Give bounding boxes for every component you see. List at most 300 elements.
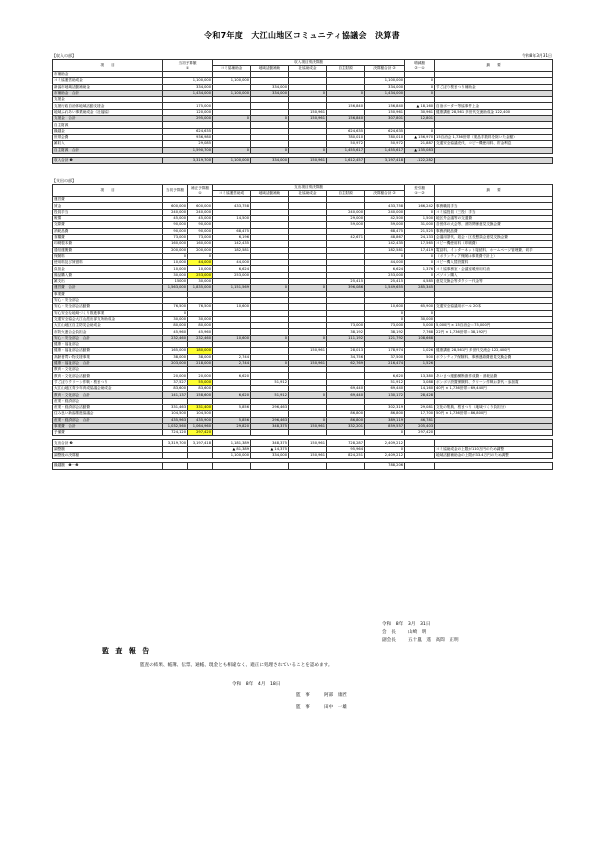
expense-cell-budget: 141,137 <box>163 392 188 398</box>
expense-cell-b4: 240,000 <box>327 209 365 215</box>
expense-cell-budget: 83,600 <box>163 386 188 392</box>
expense-row-label: 調整後の決算額 <box>53 453 163 459</box>
expense-cell-diff: 205,403 <box>405 423 435 429</box>
expense-cell-revised: 232,460 <box>188 335 213 341</box>
expense-cell-budget: 600,000 <box>163 203 188 209</box>
income-cell-budget: 3,319,700 <box>163 157 213 163</box>
expense-cell-b1: 182,581 <box>213 247 251 253</box>
expense-cell-diff <box>405 463 435 469</box>
expense-row-label: 産業・経済部会 合計 <box>53 417 163 423</box>
expense-cell-diff: 13,380 <box>405 373 435 379</box>
income-row-label: コミ協運営助成金 <box>53 78 163 84</box>
expense-cell-diff: 1,376 <box>405 266 435 272</box>
expense-cell-budget: 724,120 <box>163 430 188 436</box>
expense-cell-diff: 24,133 <box>405 234 435 240</box>
expense-cell-revised: 45,960 <box>188 329 213 335</box>
expense-row-label: 市防火連合会負担金 <box>53 329 163 335</box>
expense-cell-revised: 44,000 <box>188 260 213 266</box>
expense-row-label: 産業・経済部会活動費 <box>53 404 163 410</box>
income-cell-b3: 0 <box>289 90 327 96</box>
expense-header-b1: コミ協運営助成 <box>213 191 251 197</box>
income-cell-remarks: 交通安全協議売代、コピー機使用料、貯金利息 <box>435 141 553 147</box>
income-cell-diff: 30,961 <box>405 109 435 115</box>
expense-row-label: 通信運搬費 <box>53 247 163 253</box>
expense-cell-total: 6,624 <box>365 266 405 272</box>
expense-cell-budget: 37,527 <box>163 379 188 385</box>
income-row-label: 収入合計 ❶ <box>53 157 163 163</box>
expense-cell-remarks: 地域活動補助金の上限が33.4万円のため調整 <box>435 453 553 459</box>
expense-cell-revised: 20,000 <box>188 373 213 379</box>
expense-cell-b1: 1,151,569 <box>213 285 251 291</box>
expense-cell-revised: 3,197,418 <box>188 440 213 446</box>
expense-cell-revised <box>188 463 213 469</box>
expense-cell-total: 48,867 <box>365 234 405 240</box>
income-cell-total: 307,801 <box>365 116 405 122</box>
expense-cell-remarks: 文化の集典、桜まつり（地域づくり負担分） <box>435 404 553 410</box>
income-cell-b4: 50,972 <box>327 141 365 147</box>
income-cell-remarks <box>435 157 553 163</box>
expense-cell-total: 0 <box>365 316 405 322</box>
expense-cell-revised: 158,600 <box>188 392 213 398</box>
income-cell-budget: 1,434,000 <box>163 90 213 96</box>
expense-cell-remarks: コピー機使用料（印刷費） <box>435 241 553 247</box>
income-header-b1: コミ協補助金 <box>213 66 251 72</box>
expense-cell-remarks: あいさつ運動横断旗作成費・消耗品費 <box>435 373 553 379</box>
expense-cell-diff: 4,585 <box>405 279 435 285</box>
document-title: 令和7年度 大江山地区コミュニティ協議会 決算書 <box>204 31 400 40</box>
expense-cell-b3: 0 <box>289 335 327 341</box>
expense-cell-total: 240,000 <box>365 209 405 215</box>
expense-cell-b2: 296,463 <box>251 404 289 410</box>
expense-cell-remarks: 電話料、インターネット接続料、ホームページ管理費、切手 <box>435 247 553 253</box>
expense-cell-budget: 160,000 <box>163 241 188 247</box>
income-cell-total: 3,197,418 <box>365 157 405 163</box>
expense-cell-budget: 203,000 <box>163 360 188 366</box>
expense-cell-diff: 17,565 <box>405 241 435 247</box>
expense-cell-remarks: 事務消耗品費 <box>435 228 553 234</box>
income-row-label: 自主財源 <box>53 122 163 128</box>
expense-cell-diff: 1,026 <box>405 348 435 354</box>
expense-row-label: 備品購入費 <box>53 272 163 278</box>
expense-cell-budget: 200,000 <box>163 247 188 253</box>
expense-cell-diff: 166,242 <box>405 203 435 209</box>
expense-cell-total: 0 <box>365 430 405 436</box>
expense-cell-b2: 0 <box>251 335 289 341</box>
expense-cell-revised: 90,000 <box>188 222 213 228</box>
expense-cell-b1: 142,435 <box>213 241 251 247</box>
expense-cell-b1: 29,820 <box>213 423 251 429</box>
expense-cell-budget: 90,000 <box>163 228 188 234</box>
expense-cell-b3: 150,961 <box>289 360 327 366</box>
expense-cell-b1: 10,600 <box>213 304 251 310</box>
expense-cell-revised: 240,000 <box>188 209 213 215</box>
expense-cell-remarks: 40円 × 1,736世帯＝69,440円 <box>435 386 553 392</box>
expense-cell-total: 302,319 <box>365 404 405 410</box>
expense-row-label: 健康・福祉部会活動費 <box>53 348 163 354</box>
expense-cell-revised: 218,000 <box>188 360 213 366</box>
expense-cell-total: 37,500 <box>365 354 405 360</box>
expense-row-label: 食糧費 <box>53 234 163 240</box>
expense-cell-b4: 86,800 <box>327 411 365 417</box>
income-cell-budget: 295,000 <box>163 116 213 122</box>
audit-statement: 監査の結果、帳簿、伝票、通帳、現金とも相違なく、適正に処理されていることを認めます。 <box>140 663 333 668</box>
expense-row-label: 賃金 <box>53 203 163 209</box>
income-header-budget: 当初予算額 ① <box>163 60 213 72</box>
expense-cell-b1 <box>213 463 251 469</box>
income-cell-diff: 0 <box>405 90 435 96</box>
expense-header-b3: 社協助成金 <box>289 191 327 197</box>
income-row-label: 世帯会費 <box>53 134 163 140</box>
expense-cell-b3: 150,961 <box>289 423 327 429</box>
audit-date: 令和 8年 4月 18日 <box>232 682 281 687</box>
expense-cell-budget: 232,460 <box>163 335 188 341</box>
income-header-item: 項 目 <box>53 60 163 72</box>
expense-cell-total: 788,206 <box>365 463 405 469</box>
income-cell-b3: 150,961 <box>289 157 327 163</box>
expense-header-remarks: 摘 要 <box>435 185 553 197</box>
expense-row-label: 支出合計 ❷ <box>53 440 163 446</box>
expense-cell-budget: 80,000 <box>163 323 188 329</box>
expense-row-label: 教育・文化部会活動費 <box>53 373 163 379</box>
expense-cell-revised: 38,000 <box>188 354 213 360</box>
expense-cell-b4: 73,000 <box>327 323 365 329</box>
expense-cell-budget: 90,000 <box>163 222 188 228</box>
expense-cell-b2: 51,912 <box>251 379 289 385</box>
expense-cell-b1: 253,000 <box>213 272 251 278</box>
expense-cell-b1: ▲ 81,389 <box>213 446 251 452</box>
expense-cell-b1: 44,000 <box>213 260 251 266</box>
income-cell-b1: 0 <box>213 147 251 153</box>
expense-row-label: 大江山地区自主防災会助成金 <box>53 323 163 329</box>
income-cell-remarks: 自治ポーター等協事件上金 <box>435 103 553 109</box>
expense-cell-budget: 45,000 <box>163 216 188 222</box>
income-cell-total: 1,434,000 <box>365 90 405 96</box>
expense-row-label: 調整額 <box>53 446 163 452</box>
expense-row-label: 消耗品費 <box>53 228 163 234</box>
expense-cell-b1: 2,744 <box>213 354 251 360</box>
expense-row-label: 安心・安全部会 合計 <box>53 335 163 341</box>
income-row-label: 自主財源 合計 <box>53 147 163 153</box>
expense-cell-b2: 0 <box>251 360 289 366</box>
expense-cell-b4: 332,201 <box>327 423 365 429</box>
expense-row-label: 住み良い新潟推進協議会 <box>53 411 163 417</box>
expense-item-row <box>53 463 553 469</box>
expense-cell-revised: 73,000 <box>188 234 213 240</box>
expense-cell-b4: 111,192 <box>327 335 365 341</box>
expense-cell-revised: 200,000 <box>188 247 213 253</box>
expense-cell-remarks: 交通安全協議用ポール 20本 <box>435 304 553 310</box>
expense-cell-b4: 396,086 <box>327 285 365 291</box>
expense-caption-row <box>52 178 552 183</box>
expense-cell-b2: 348,375 <box>251 440 289 446</box>
expense-cell-revised: 160,000 <box>188 241 213 247</box>
expense-cell-b4: 86,800 <box>327 417 365 423</box>
auditor-line: 監 事 阿部 康匠 <box>296 693 347 698</box>
expense-cell-b4: 29,000 <box>327 216 365 222</box>
expense-table-body <box>53 197 553 469</box>
expense-cell-b4: 42,671 <box>327 234 365 240</box>
expense-cell-budget: 1,032,560 <box>163 423 188 429</box>
expense-header-breakdown: 支出項目別決算額 <box>213 185 405 191</box>
income-cell-diff: 21,887 <box>405 141 435 147</box>
expense-cell-total: 130,172 <box>365 392 405 398</box>
expense-cell-revised: 1,835,000 <box>188 285 213 291</box>
expense-cell-revised: 253,000 <box>188 272 213 278</box>
expense-cell-diff: 500 <box>405 354 435 360</box>
expense-row-label: 保険料 <box>53 253 163 259</box>
expense-cell-diff: 0 <box>405 260 435 266</box>
expense-cell-diff: 29,081 <box>405 404 435 410</box>
expense-cell-diff: 46,781 <box>405 417 435 423</box>
expense-cell-b3: 150,961 <box>289 453 327 459</box>
expense-row-label: 予備費 <box>53 430 163 436</box>
expense-cell-budget: 76,500 <box>163 304 188 310</box>
expense-cell-budget: 331,463 <box>163 404 188 410</box>
income-cell-b2: 334,000 <box>251 157 289 163</box>
expense-cell-b4: 69,440 <box>327 392 365 398</box>
expense-cell-total: 389,119 <box>365 417 405 423</box>
expense-cell-total: 0 <box>365 446 405 452</box>
expense-row-label: 報償 <box>53 216 163 222</box>
expense-cell-total: 433,758 <box>365 203 405 209</box>
expense-cell-budget: 1,563,000 <box>163 285 188 291</box>
income-header-breakdown: 収入項目別決算額 <box>213 60 405 66</box>
expense-cell-budget: 38,000 <box>163 354 188 360</box>
expense-cell-b1: 6,624 <box>213 266 251 272</box>
expense-cell-diff: 17,419 <box>405 247 435 253</box>
expense-cell-total: 142,435 <box>365 241 405 247</box>
expense-cell-total: 0 <box>365 253 405 259</box>
audit-title: 監 査 報 告 <box>102 647 152 655</box>
expense-cell-total: 1,549,655 <box>365 285 405 291</box>
income-cell-budget: 1,590,700 <box>163 147 213 153</box>
income-header-b4: 自主財源 <box>327 66 365 72</box>
expense-header-b2: 地域活動補助 <box>251 191 289 197</box>
income-cell-remarks: すごぼり桜まつり補助金 <box>435 84 553 90</box>
expense-cell-revised: 331,400 <box>188 404 213 410</box>
expense-cell-diff: 0 <box>405 272 435 278</box>
expense-cell-budget: 45,960 <box>163 329 188 335</box>
income-row-label: 新潟市地域活動補助金 <box>53 84 163 90</box>
income-cell-total: 780,010 <box>365 134 405 140</box>
income-cell-budget: 120,000 <box>163 109 213 115</box>
income-cell-budget: 29,085 <box>163 141 213 147</box>
expense-cell-b1: 5,856 <box>213 404 251 410</box>
expense-cell-remarks: 各団体の大会等、消防関係意見交換会費 <box>435 222 553 228</box>
income-row-label: 雑収入 <box>53 141 163 147</box>
expense-row-label: すごぼりクリーン作戦・桜まつり <box>53 379 163 385</box>
expense-cell-b2 <box>251 463 289 469</box>
expense-row-label: 安心・安全部会活動費 <box>53 304 163 310</box>
expense-cell-b3: 150,961 <box>289 348 327 354</box>
expense-cell-budget: 165,000 <box>163 348 188 354</box>
expense-header-budget: 当初予算額 <box>163 185 188 197</box>
expense-row-label: 負担金 <box>53 266 163 272</box>
expense-cell-remarks: 意見交換会等タクシー代金等 <box>435 279 553 285</box>
expense-cell-total: 10,600 <box>365 304 405 310</box>
expense-cell-revised: 600,000 <box>188 203 213 209</box>
expense-row-label: 事業費 <box>53 291 163 297</box>
expense-cell-revised: 80,000 <box>188 323 213 329</box>
expense-row-label: 運営費 合計 <box>53 285 163 291</box>
expense-cell-remarks: コミ協役員（三役）手当 <box>435 209 553 215</box>
expense-cell-remarks: （ボランティア保険は事業費で計上） <box>435 253 553 259</box>
expense-cell-b4: 824,251 <box>327 453 365 459</box>
expense-row-label: 大江山地区青少年育成協議会助成金 <box>53 386 163 392</box>
expense-row-label: 教育・文化部会 合計 <box>53 392 163 398</box>
expense-cell-total: 6,620 <box>365 373 405 379</box>
expense-cell-total: 0 <box>365 310 405 316</box>
expense-cell-budget: 435,963 <box>163 417 188 423</box>
expense-cell-revised: 1,064,960 <box>188 423 213 429</box>
income-cell-budget: 334,000 <box>163 84 213 90</box>
expense-cell-revised: 30,000 <box>188 279 213 285</box>
expense-cell-b2: 334,000 <box>251 453 289 459</box>
income-header-b3: 社協助成金 <box>289 66 327 72</box>
expense-header-diff: 差引額 ①－② <box>405 185 435 197</box>
expense-cell-total: 73,000 <box>365 323 405 329</box>
expense-cell-b3 <box>289 463 327 469</box>
expense-cell-diff: 17,700 <box>405 411 435 417</box>
income-cell-diff: 12,801 <box>405 116 435 122</box>
income-header-total: 決算額合計 ② <box>365 66 405 72</box>
income-cell-b1: 1,100,000 <box>213 78 251 84</box>
expense-row-label: 交際費 <box>53 222 163 228</box>
income-caption: 【収入の部】 <box>52 53 76 58</box>
expense-cell-total: 51,912 <box>365 379 405 385</box>
expense-cell-b4: 728,287 <box>327 440 365 446</box>
expense-cell-diff: 31,000 <box>405 222 435 228</box>
expense-row-label: 役員手当 <box>53 209 163 215</box>
income-cell-b4: 0 <box>327 90 365 96</box>
income-row-label: 市補助金 <box>53 72 163 78</box>
expense-cell-budget: 73,000 <box>163 234 188 240</box>
income-cell-budget: 624,635 <box>163 128 213 134</box>
income-cell-b1: 1,100,000 <box>213 90 251 96</box>
expense-cell-b2: 296,463 <box>251 417 289 423</box>
income-table-body <box>53 72 553 164</box>
expense-cell-b3: 0 <box>289 392 327 398</box>
expense-cell-b2: 348,375 <box>251 423 289 429</box>
expense-cell-diff: 1,526 <box>405 360 435 366</box>
expense-cell-remarks: 事務職員手当 <box>435 203 553 209</box>
income-cell-total: 50,972 <box>365 141 405 147</box>
income-cell-budget: 936,980 <box>163 134 213 140</box>
expense-cell-diff: 297,420 <box>405 430 435 436</box>
expense-cell-diff: 0 <box>405 209 435 215</box>
expense-cell-budget: 3,319,700 <box>163 440 188 446</box>
expense-cell-diff: 21,525 <box>405 228 435 234</box>
expense-cell-diff: 5,000 <box>405 323 435 329</box>
income-cell-diff: ▲ 156,970 <box>405 134 435 140</box>
expense-cell-revised: 180,000 <box>188 348 213 354</box>
expense-cell-b1: 6,196 <box>213 234 251 240</box>
expense-row-label: 印刷製本費 <box>53 241 163 247</box>
expense-cell-total: 44,000 <box>365 260 405 266</box>
expense-cell-remarks <box>435 463 553 469</box>
expense-cell-remarks: コピー機入替設置料 <box>435 260 553 266</box>
expense-cell-budget: 10,000 <box>163 260 188 266</box>
expense-row-label: 交通安全協会大江山派出部支所助成金 <box>53 316 163 322</box>
expense-row-label: 高齢者買い物支援事業 <box>53 354 163 360</box>
expense-cell-total: 121,792 <box>365 335 405 341</box>
expense-cell-total: 216,474 <box>365 360 405 366</box>
signer-line: 副会長 五十嵐 遥 高間 正明 <box>382 638 459 643</box>
expense-cell-b3: 0 <box>289 417 327 423</box>
expense-cell-budget: 240,000 <box>163 209 188 215</box>
expense-row-label: 健康・福祉部会 合計 <box>53 360 163 366</box>
expense-table <box>52 184 553 469</box>
income-cell-b4: 1,455,617 <box>327 147 365 153</box>
income-row-label: 市補助金 合計 <box>53 90 163 96</box>
expense-cell-total: 38,192 <box>365 329 405 335</box>
expense-cell-b1: 68,475 <box>213 228 251 234</box>
expense-row-label: 健康・福祉部会 <box>53 341 163 347</box>
expense-cell-remarks: 地区外会議等の交通費 <box>435 216 553 222</box>
income-row-label: 繰越金 <box>53 128 163 134</box>
income-header-diff: 増減額 ②－① <box>405 60 435 72</box>
expense-cell-budget: 30,000 <box>163 272 188 278</box>
income-cell-total: 624,635 <box>365 128 405 134</box>
income-cell-diff: 0 <box>405 78 435 84</box>
income-cell-diff: ▲ 135,083 <box>405 147 435 153</box>
income-cell-diff: 0 <box>405 128 435 134</box>
expense-cell-b1: 5,856 <box>213 417 251 423</box>
expense-cell-revised: 297,420 <box>188 430 213 436</box>
expense-cell-diff: 7,768 <box>405 329 435 335</box>
expense-cell-remarks: 会議用茶代、総会・区長懇談会意見交換会費 <box>435 234 553 240</box>
income-header-b2: 地域活動補助 <box>251 66 289 72</box>
income-cell-budget: 175,000 <box>163 103 213 109</box>
expense-cell-diff: 65,900 <box>405 304 435 310</box>
expense-cell-diff: 3,088 <box>405 379 435 385</box>
income-cell-b4: 156,840 <box>327 116 365 122</box>
expense-cell-diff: 30,000 <box>405 316 435 322</box>
income-cell-diff: ▲ 18,160 <box>405 103 435 109</box>
expense-cell-total: 68,475 <box>365 228 405 234</box>
expense-cell-revised: 55,000 <box>188 379 213 385</box>
expense-cell-budget: 10,000 <box>163 266 188 272</box>
signer-line: 令和 8年 3月 31日 <box>382 622 431 627</box>
expense-caption: 【支出の部】 <box>52 178 76 184</box>
income-cell-total: 150,961 <box>365 109 405 115</box>
income-row-label: 支援金 <box>53 97 163 103</box>
expense-cell-b2: ▲ 14,375 <box>251 446 289 452</box>
expense-cell-total: 253,000 <box>365 272 405 278</box>
expense-row-label: 安心・安全部会 <box>53 297 163 303</box>
expense-cell-remarks: 健康講座 28,561円 多世代交流会 122,400円 <box>435 348 553 354</box>
expense-row-label: 使用料及び賃借料 <box>53 260 163 266</box>
expense-cell-total: 42,500 <box>365 216 405 222</box>
expense-cell-diff: 14,160 <box>405 386 435 392</box>
expense-cell-b4: 25,415 <box>327 279 365 285</box>
expense-cell-b4 <box>327 463 365 469</box>
expense-cell-b4: 34,756 <box>327 354 365 360</box>
income-cell-total: 1,455,617 <box>365 147 405 153</box>
expense-row-label: 安心安全な地域づくり推進事業 <box>53 310 163 316</box>
expense-cell-total: 59,000 <box>365 222 405 228</box>
expense-cell-budget: 0 <box>163 310 188 316</box>
expense-row-label: 教育・文化部会 <box>53 367 163 373</box>
expense-cell-b4: 28,013 <box>327 348 365 354</box>
income-cell-b3: 150,961 <box>289 116 327 122</box>
income-cell-b3: 0 <box>289 147 327 153</box>
expense-cell-budget: 0 <box>163 253 188 259</box>
expense-cell-b2: 0 <box>251 285 289 291</box>
income-caption-row <box>52 53 552 58</box>
income-cell-b4: 1,612,457 <box>327 157 365 163</box>
expense-cell-remarks: コミ協助成金の上限が110万円のため調整 <box>435 446 553 452</box>
